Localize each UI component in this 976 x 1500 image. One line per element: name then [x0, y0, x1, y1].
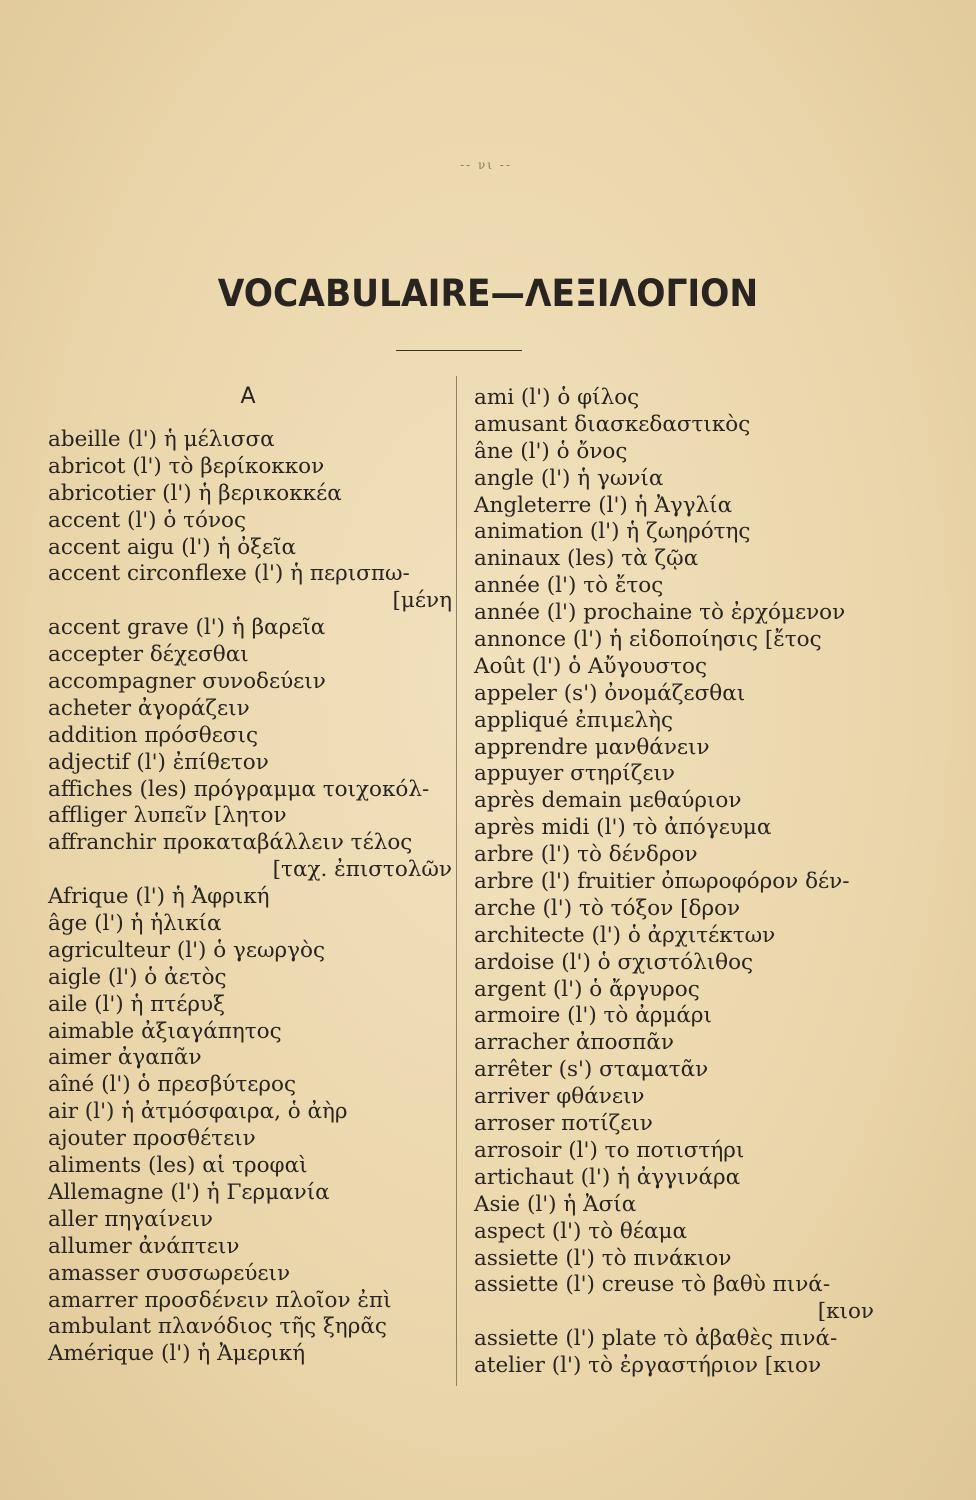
vocabulary-entry: armoire (l') τὸ ἀρμάρι [474, 1003, 712, 1029]
vocabulary-entry: air (l') ἡ ἀτμόσφαιρα, ὁ ἀὴρ [48, 1099, 348, 1125]
vocabulary-entry: appuyer στηρίζειν [474, 761, 675, 787]
vocabulary-entry: après demain μεθαύριον [474, 788, 742, 814]
section-letter: A [240, 384, 256, 409]
vocabulary-entry: année (l') prochaine τὸ ἐρχόμενον [474, 600, 846, 626]
vocabulary-entry: accent circonflexe (l') ἡ περισπω- [48, 561, 410, 587]
vocabulary-entry: arrosoir (l') το ποτιστήρι [474, 1137, 745, 1163]
vocabulary-entry: addition πρόσθεσις [48, 722, 258, 748]
vocabulary-entry: Angleterre (l') ἡ Ἀγγλία [474, 492, 733, 518]
vocabulary-entry: [μένη [392, 588, 452, 614]
vocabulary-entry: aller πηγαίνειν [48, 1206, 213, 1232]
vocabulary-entry: affranchir προκαταβάλλειν τέλος [48, 830, 413, 856]
vocabulary-entry: Amérique (l') ἡ Ἀμερική [48, 1341, 306, 1367]
vocabulary-entry: angle (l') ἡ γωνία [474, 465, 664, 491]
vocabulary-entry: année (l') τὸ ἔτος [474, 573, 664, 599]
vocabulary-entry: aspect (l') τὸ θέαμα [474, 1218, 688, 1244]
title-underline-rule [396, 350, 522, 351]
vocabulary-entry: abricot (l') τὸ βερίκοκκον [48, 453, 325, 479]
vocabulary-entry: arche (l') τὸ τόξον [δρον [474, 895, 741, 921]
vocabulary-entry: Afrique (l') ἡ Ἀφρική [48, 884, 270, 910]
page-title: VOCABULAIRE—ΛΕΞΙΛΟΓΙΟΝ [217, 272, 759, 315]
vocabulary-entry: arbre (l') τὸ δένδρον [474, 842, 698, 868]
vocabulary-entry: ajouter προσθέτειν [48, 1126, 256, 1152]
vocabulary-entry: animation (l') ἡ ζωηρότης [474, 519, 751, 545]
vocabulary-entry: aîné (l') ὁ πρεσβύτερος [48, 1072, 297, 1098]
vocabulary-entry: apprendre μανθάνειν [474, 734, 710, 760]
vocabulary-entry: après midi (l') τὸ ἀπόγευμα [474, 815, 772, 841]
vocabulary-column-right [474, 385, 874, 1380]
vocabulary-entry: appeler (s') ὀνομάζεσθαι [474, 680, 746, 706]
vocabulary-entry: assiette (l') creuse τὸ βαθὺ πινά- [474, 1272, 831, 1298]
vocabulary-entry: accepter δέχεσθαι [48, 642, 249, 668]
vocabulary-entry: [ταχ. ἐπιστολῶν [272, 857, 452, 883]
vocabulary-entry: agriculteur (l') ὁ γεωργὸς [48, 937, 325, 963]
vocabulary-entry: arriver φθάνειν [474, 1084, 645, 1110]
vocabulary-entry: âge (l') ἡ ἡλικία [48, 911, 222, 937]
vocabulary-entry: aimable ἀξιαγάπητος [48, 1018, 282, 1044]
vocabulary-entry: abeille (l') ἡ μέλισσα [48, 427, 275, 452]
vocabulary-entry: ami (l') ὁ φίλος [474, 385, 640, 410]
vocabulary-entry: argent (l') ὁ ἄργυρος [474, 976, 700, 1002]
vocabulary-entry: amusant διασκεδαστικὸς [474, 411, 751, 437]
vocabulary-entry: accent (l') ὁ τόνος [48, 507, 247, 533]
vocabulary-entry: accompagner συνοδεύειν [48, 669, 326, 695]
vocabulary-entry: acheter ἀγοράζειν [48, 695, 250, 721]
vocabulary-entry: amasser συσσωρεύειν [48, 1260, 291, 1286]
vocabulary-entry: aliments (les) αἱ τροφαὶ [48, 1153, 308, 1179]
vocabulary-entry: artichaut (l') ἡ ἀγγινάρα [474, 1164, 741, 1190]
vocabulary-entry: ardoise (l') ὁ σχιστόλιθος [474, 949, 754, 975]
vocabulary-entry: amarrer προσδένειν πλοῖον ἐπὶ [48, 1287, 392, 1313]
vocabulary-entry: allumer ἀνάπτειν [48, 1233, 240, 1259]
vocabulary-entry: annonce (l') ἡ εἰδοποίησις [ἔτος [474, 627, 822, 653]
vocabulary-entry: Allemagne (l') ἡ Γερμανία [48, 1179, 330, 1205]
vocabulary-entry: aninaux (les) τὰ ζῷα [474, 546, 699, 572]
vocabulary-entry: assiette (l') plate τὸ ἀβαθὲς πινά- [474, 1326, 838, 1352]
vocabulary-entry: arrêter (s') σταματᾶν [474, 1057, 709, 1083]
page-number-mark: -- νι -- [460, 158, 512, 172]
column-divider [456, 376, 457, 1386]
vocabulary-column-left [48, 427, 452, 1368]
vocabulary-entry: arbre (l') fruitier ὀπωροφόρον δέν- [474, 869, 850, 895]
vocabulary-entry: âne (l') ὁ ὄνος [474, 438, 628, 464]
vocabulary-entry: adjectif (l') ἐπίθετον [48, 749, 269, 775]
vocabulary-entry: accent aigu (l') ἡ ὀξεῖα [48, 534, 297, 560]
vocabulary-entry: Asie (l') ἡ Ἀσία [474, 1191, 637, 1217]
vocabulary-entry: aile (l') ἡ πτέρυξ [48, 991, 225, 1017]
vocabulary-entry: Août (l') ὁ Αὔγουστος [474, 653, 707, 679]
vocabulary-entry: affiches (les) πρόγραμμα τοιχοκόλ- [48, 776, 430, 802]
vocabulary-entry: atelier (l') τὸ ἐργαστήριον [κιον [474, 1353, 822, 1379]
vocabulary-entry: architecte (l') ὁ ἀρχιτέκτων [474, 922, 776, 948]
vocabulary-entry: appliqué ἐπιμελὴς [474, 707, 674, 733]
vocabulary-entry: accent grave (l') ἡ βαρεῖα [48, 615, 326, 641]
vocabulary-entry: affliger λυπεῖν [λητον [48, 803, 287, 829]
vocabulary-entry: assiette (l') τὸ πινάκιον [474, 1245, 732, 1271]
vocabulary-entry: abricotier (l') ἡ βερικοκκέα [48, 480, 342, 506]
vocabulary-entry: aimer ἀγαπᾶν [48, 1045, 202, 1071]
vocabulary-entry: arracher ἀποσπᾶν [474, 1030, 674, 1056]
vocabulary-entry: ambulant πλανόδιος τῆς ξηρᾶς [48, 1314, 387, 1340]
vocabulary-entry: [κιον [817, 1299, 874, 1325]
vocabulary-entry: arroser ποτίζειν [474, 1111, 653, 1137]
vocabulary-entry: aigle (l') ὁ ἀετὸς [48, 964, 227, 990]
